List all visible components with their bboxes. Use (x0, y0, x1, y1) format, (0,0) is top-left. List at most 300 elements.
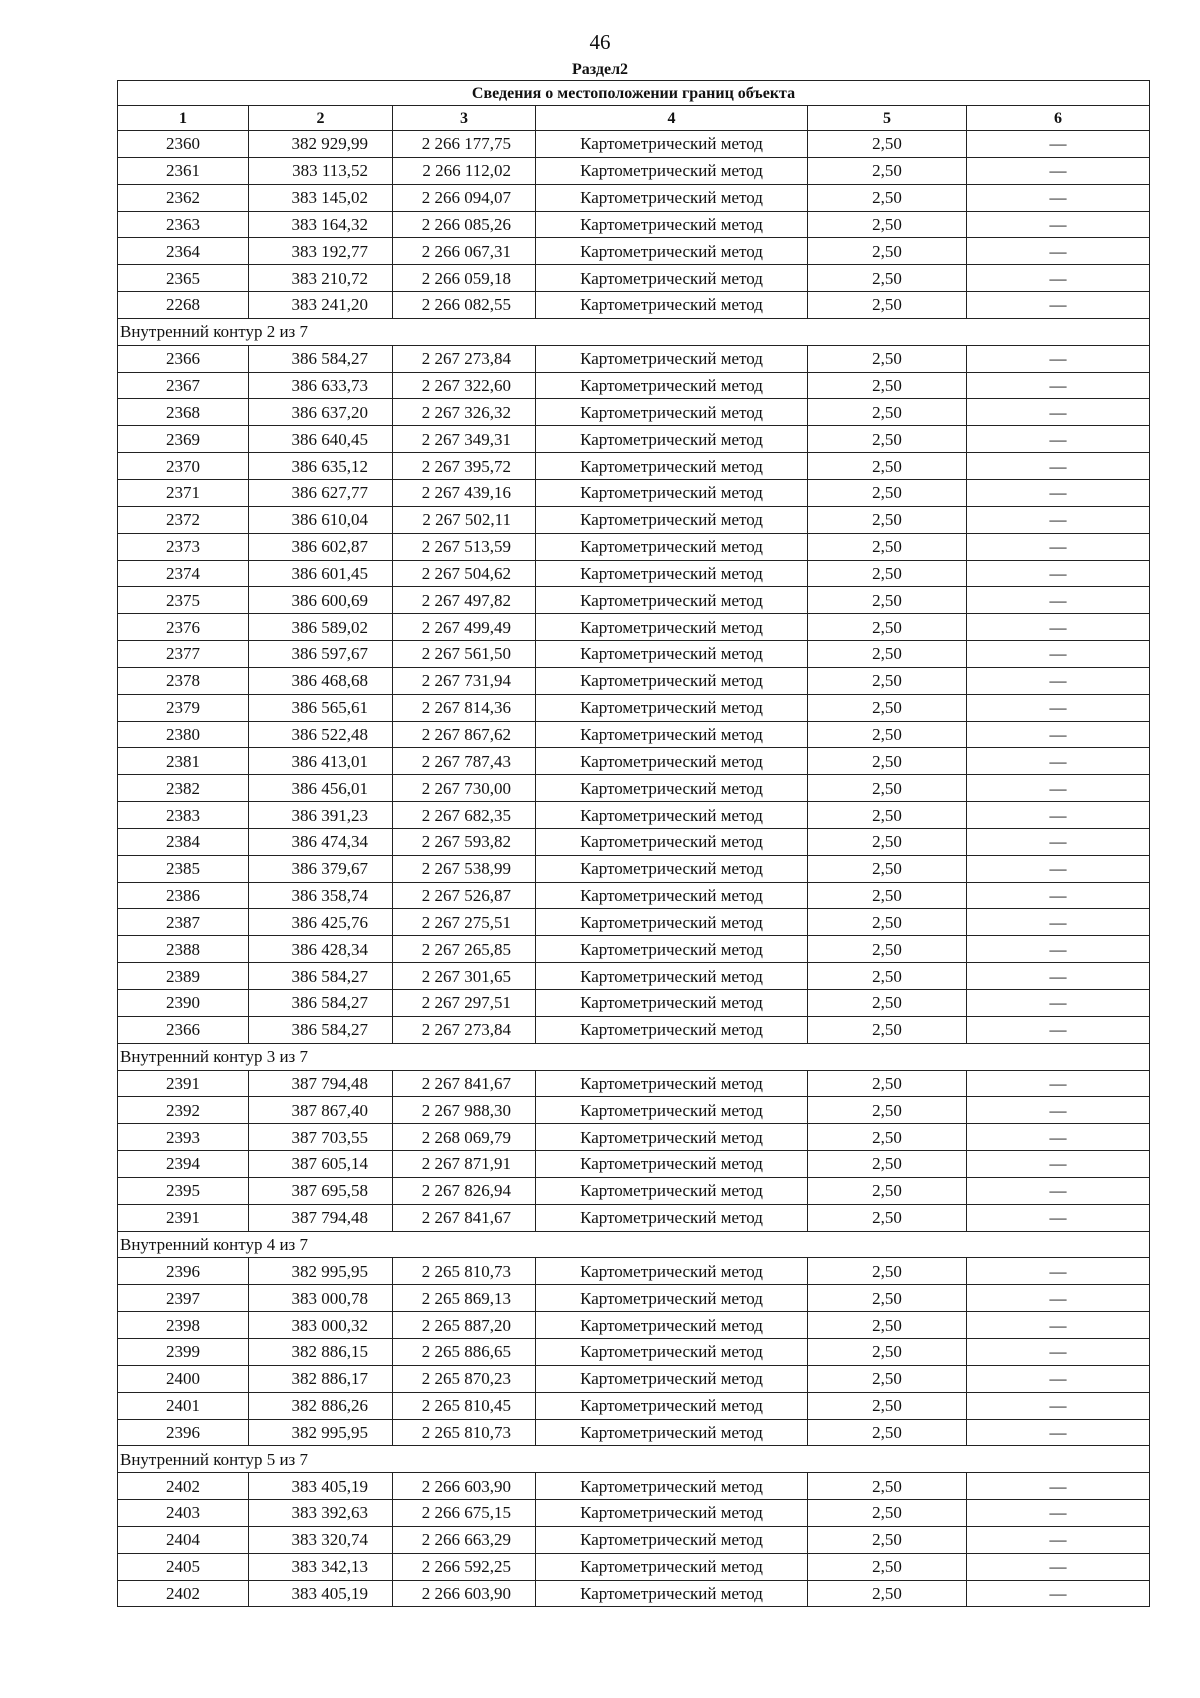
table-row (118, 1419, 1150, 1446)
method-cell: Картометрический метод (536, 1124, 808, 1151)
y-coordinate-cell: 2 267 273,84 (393, 345, 536, 372)
x-coordinate-cell: 382 886,17 (249, 1365, 393, 1392)
point-number-cell: 2392 (118, 1097, 249, 1124)
accuracy-cell: 2,50 (808, 828, 967, 855)
table-row (118, 721, 1150, 748)
x-coordinate-cell: 383 342,13 (249, 1553, 393, 1580)
accuracy-cell: 2,50 (808, 990, 967, 1017)
accuracy-cell: 2,50 (808, 292, 967, 319)
table-row (118, 560, 1150, 587)
table-row (118, 802, 1150, 829)
x-coordinate-cell: 382 886,26 (249, 1392, 393, 1419)
table-row (118, 775, 1150, 802)
accuracy-cell: 2,50 (808, 1204, 967, 1231)
note-cell: — (967, 479, 1150, 506)
column-number: 6 (967, 106, 1150, 131)
point-number-cell: 2268 (118, 292, 249, 319)
table-row (118, 694, 1150, 721)
method-cell: Картометрический метод (536, 1258, 808, 1285)
note-cell: — (967, 1285, 1150, 1312)
method-cell: Картометрический метод (536, 855, 808, 882)
table-row (118, 506, 1150, 533)
point-number-cell: 2389 (118, 963, 249, 990)
accuracy-cell: 2,50 (808, 453, 967, 480)
table-row (118, 667, 1150, 694)
accuracy-cell: 2,50 (808, 694, 967, 721)
method-cell: Картометрический метод (536, 936, 808, 963)
table-row (118, 1070, 1150, 1097)
note-cell: — (967, 614, 1150, 641)
y-coordinate-cell: 2 265 886,65 (393, 1338, 536, 1365)
note-cell: — (967, 1473, 1150, 1500)
table-row (118, 1553, 1150, 1580)
accuracy-cell: 2,50 (808, 1016, 967, 1043)
y-coordinate-cell: 2 266 663,29 (393, 1526, 536, 1553)
table-row (118, 963, 1150, 990)
table-row (118, 1124, 1150, 1151)
y-coordinate-cell: 2 265 810,45 (393, 1392, 536, 1419)
table-row (118, 1177, 1150, 1204)
accuracy-cell: 2,50 (808, 1473, 967, 1500)
point-number-cell: 2377 (118, 641, 249, 668)
table-row (118, 1097, 1150, 1124)
boundary-table (117, 80, 1150, 1607)
x-coordinate-cell: 386 601,45 (249, 560, 393, 587)
table-row (118, 855, 1150, 882)
x-coordinate-cell: 386 456,01 (249, 775, 393, 802)
accuracy-cell: 2,50 (808, 1285, 967, 1312)
point-number-cell: 2373 (118, 533, 249, 560)
note-cell: — (967, 828, 1150, 855)
note-cell: — (967, 1016, 1150, 1043)
accuracy-cell: 2,50 (808, 1338, 967, 1365)
point-number-cell: 2387 (118, 909, 249, 936)
x-coordinate-cell: 386 468,68 (249, 667, 393, 694)
method-cell: Картометрический метод (536, 453, 808, 480)
accuracy-cell: 2,50 (808, 345, 967, 372)
accuracy-cell: 2,50 (808, 131, 967, 158)
note-cell: — (967, 157, 1150, 184)
table-row (118, 1392, 1150, 1419)
point-number-cell: 2382 (118, 775, 249, 802)
table-row (118, 909, 1150, 936)
note-cell: — (967, 1258, 1150, 1285)
x-coordinate-cell: 386 589,02 (249, 614, 393, 641)
column-number: 4 (536, 106, 808, 131)
note-cell: — (967, 775, 1150, 802)
accuracy-cell: 2,50 (808, 211, 967, 238)
y-coordinate-cell: 2 266 067,31 (393, 238, 536, 265)
x-coordinate-cell: 386 610,04 (249, 506, 393, 533)
point-number-cell: 2361 (118, 157, 249, 184)
y-coordinate-cell: 2 267 871,91 (393, 1151, 536, 1178)
method-cell: Картометрический метод (536, 184, 808, 211)
column-number: 2 (249, 106, 393, 131)
y-coordinate-cell: 2 267 502,11 (393, 506, 536, 533)
y-coordinate-cell: 2 267 867,62 (393, 721, 536, 748)
point-number-cell: 2366 (118, 345, 249, 372)
table-row (118, 828, 1150, 855)
method-cell: Картометрический метод (536, 748, 808, 775)
accuracy-cell: 2,50 (808, 1392, 967, 1419)
method-cell: Картометрический метод (536, 157, 808, 184)
point-number-cell: 2370 (118, 453, 249, 480)
method-cell: Картометрический метод (536, 533, 808, 560)
x-coordinate-cell: 386 597,67 (249, 641, 393, 668)
point-number-cell: 2376 (118, 614, 249, 641)
table-row (118, 587, 1150, 614)
y-coordinate-cell: 2 267 841,67 (393, 1070, 536, 1097)
point-number-cell: 2372 (118, 506, 249, 533)
x-coordinate-cell: 382 929,99 (249, 131, 393, 158)
x-coordinate-cell: 383 241,20 (249, 292, 393, 319)
y-coordinate-cell: 2 266 059,18 (393, 265, 536, 292)
note-cell: — (967, 936, 1150, 963)
table-row (118, 936, 1150, 963)
x-coordinate-cell: 387 703,55 (249, 1124, 393, 1151)
y-coordinate-cell: 2 267 322,60 (393, 372, 536, 399)
note-cell: — (967, 238, 1150, 265)
y-coordinate-cell: 2 267 439,16 (393, 479, 536, 506)
note-cell: — (967, 802, 1150, 829)
note-cell: — (967, 131, 1150, 158)
y-coordinate-cell: 2 267 395,72 (393, 453, 536, 480)
accuracy-cell: 2,50 (808, 936, 967, 963)
y-coordinate-cell: 2 267 273,84 (393, 1016, 536, 1043)
method-cell: Картометрический метод (536, 1151, 808, 1178)
note-cell: — (967, 345, 1150, 372)
point-number-cell: 2379 (118, 694, 249, 721)
y-coordinate-cell: 2 265 869,13 (393, 1285, 536, 1312)
note-cell: — (967, 909, 1150, 936)
method-cell: Картометрический метод (536, 721, 808, 748)
contour-header-row (118, 1446, 1150, 1473)
point-number-cell: 2400 (118, 1365, 249, 1392)
x-coordinate-cell: 386 602,87 (249, 533, 393, 560)
accuracy-cell: 2,50 (808, 1151, 967, 1178)
x-coordinate-cell: 382 886,15 (249, 1338, 393, 1365)
table-row (118, 131, 1150, 158)
note-cell: — (967, 1500, 1150, 1527)
accuracy-cell: 2,50 (808, 748, 967, 775)
method-cell: Картометрический метод (536, 802, 808, 829)
table-row (118, 1312, 1150, 1339)
point-number-cell: 2402 (118, 1580, 249, 1607)
note-cell: — (967, 1553, 1150, 1580)
point-number-cell: 2369 (118, 426, 249, 453)
x-coordinate-cell: 383 000,32 (249, 1312, 393, 1339)
point-number-cell: 2391 (118, 1070, 249, 1097)
y-coordinate-cell: 2 267 682,35 (393, 802, 536, 829)
method-cell: Картометрический метод (536, 1177, 808, 1204)
x-coordinate-cell: 383 000,78 (249, 1285, 393, 1312)
x-coordinate-cell: 382 995,95 (249, 1419, 393, 1446)
accuracy-cell: 2,50 (808, 1553, 967, 1580)
method-cell: Картометрический метод (536, 426, 808, 453)
method-cell: Картометрический метод (536, 479, 808, 506)
accuracy-cell: 2,50 (808, 855, 967, 882)
method-cell: Картометрический метод (536, 372, 808, 399)
table-row (118, 1258, 1150, 1285)
table-row (118, 265, 1150, 292)
table-row (118, 157, 1150, 184)
point-number-cell: 2375 (118, 587, 249, 614)
x-coordinate-cell: 387 605,14 (249, 1151, 393, 1178)
accuracy-cell: 2,50 (808, 614, 967, 641)
x-coordinate-cell: 383 164,32 (249, 211, 393, 238)
x-coordinate-cell: 383 210,72 (249, 265, 393, 292)
note-cell: — (967, 990, 1150, 1017)
method-cell: Картометрический метод (536, 1580, 808, 1607)
point-number-cell: 2401 (118, 1392, 249, 1419)
accuracy-cell: 2,50 (808, 184, 967, 211)
table-row (118, 292, 1150, 319)
point-number-cell: 2391 (118, 1204, 249, 1231)
note-cell: — (967, 1124, 1150, 1151)
note-cell: — (967, 667, 1150, 694)
accuracy-cell: 2,50 (808, 1580, 967, 1607)
x-coordinate-cell: 386 413,01 (249, 748, 393, 775)
table-row (118, 1526, 1150, 1553)
method-cell: Картометрический метод (536, 667, 808, 694)
table-row (118, 399, 1150, 426)
x-coordinate-cell: 383 405,19 (249, 1473, 393, 1500)
y-coordinate-cell: 2 266 603,90 (393, 1473, 536, 1500)
note-cell: — (967, 560, 1150, 587)
method-cell: Картометрический метод (536, 345, 808, 372)
point-number-cell: 2395 (118, 1177, 249, 1204)
table-row (118, 1016, 1150, 1043)
y-coordinate-cell: 2 267 275,51 (393, 909, 536, 936)
table-row (118, 882, 1150, 909)
x-coordinate-cell: 387 695,58 (249, 1177, 393, 1204)
x-coordinate-cell: 386 635,12 (249, 453, 393, 480)
accuracy-cell: 2,50 (808, 372, 967, 399)
point-number-cell: 2396 (118, 1258, 249, 1285)
x-coordinate-cell: 386 522,48 (249, 721, 393, 748)
method-cell: Картометрический метод (536, 882, 808, 909)
y-coordinate-cell: 2 266 177,75 (393, 131, 536, 158)
accuracy-cell: 2,50 (808, 775, 967, 802)
x-coordinate-cell: 386 425,76 (249, 909, 393, 936)
y-coordinate-cell: 2 266 082,55 (393, 292, 536, 319)
method-cell: Картометрический метод (536, 1419, 808, 1446)
method-cell: Картометрический метод (536, 1365, 808, 1392)
method-cell: Картометрический метод (536, 1016, 808, 1043)
method-cell: Картометрический метод (536, 238, 808, 265)
y-coordinate-cell: 2 267 297,51 (393, 990, 536, 1017)
x-coordinate-cell: 387 794,48 (249, 1204, 393, 1231)
method-cell: Картометрический метод (536, 1500, 808, 1527)
x-coordinate-cell: 386 358,74 (249, 882, 393, 909)
point-number-cell: 2365 (118, 265, 249, 292)
note-cell: — (967, 1151, 1150, 1178)
x-coordinate-cell: 386 640,45 (249, 426, 393, 453)
column-number: 1 (118, 106, 249, 131)
method-cell: Картометрический метод (536, 1526, 808, 1553)
x-coordinate-cell: 383 145,02 (249, 184, 393, 211)
contour-header-row (118, 1043, 1150, 1070)
method-cell: Картометрический метод (536, 1312, 808, 1339)
section-title: Раздел2 (571, 61, 629, 78)
accuracy-cell: 2,50 (808, 157, 967, 184)
x-coordinate-cell: 387 794,48 (249, 1070, 393, 1097)
accuracy-cell: 2,50 (808, 238, 967, 265)
accuracy-cell: 2,50 (808, 533, 967, 560)
note-cell: — (967, 1580, 1150, 1607)
method-cell: Картометрический метод (536, 828, 808, 855)
table-row (118, 748, 1150, 775)
table-row (118, 533, 1150, 560)
y-coordinate-cell: 2 266 085,26 (393, 211, 536, 238)
point-number-cell: 2368 (118, 399, 249, 426)
point-number-cell: 2398 (118, 1312, 249, 1339)
accuracy-cell: 2,50 (808, 560, 967, 587)
table-header (118, 81, 1150, 131)
y-coordinate-cell: 2 266 112,02 (393, 157, 536, 184)
point-number-cell: 2384 (118, 828, 249, 855)
note-cell: — (967, 211, 1150, 238)
accuracy-cell: 2,50 (808, 1500, 967, 1527)
method-cell: Картометрический метод (536, 560, 808, 587)
note-cell: — (967, 641, 1150, 668)
column-number: 3 (393, 106, 536, 131)
y-coordinate-cell: 2 265 887,20 (393, 1312, 536, 1339)
table-row (118, 1338, 1150, 1365)
y-coordinate-cell: 2 268 069,79 (393, 1124, 536, 1151)
point-number-cell: 2381 (118, 748, 249, 775)
point-number-cell: 2403 (118, 1500, 249, 1527)
point-number-cell: 2385 (118, 855, 249, 882)
table-row (118, 211, 1150, 238)
table-row (118, 238, 1150, 265)
table-body (118, 131, 1150, 1607)
accuracy-cell: 2,50 (808, 1177, 967, 1204)
x-coordinate-cell: 386 637,20 (249, 399, 393, 426)
x-coordinate-cell: 386 584,27 (249, 345, 393, 372)
table-row (118, 1204, 1150, 1231)
method-cell: Картометрический метод (536, 1392, 808, 1419)
x-coordinate-cell: 386 584,27 (249, 990, 393, 1017)
table-caption: Сведения о местоположении границ объекта (118, 81, 1150, 106)
y-coordinate-cell: 2 267 593,82 (393, 828, 536, 855)
accuracy-cell: 2,50 (808, 667, 967, 694)
y-coordinate-cell: 2 267 504,62 (393, 560, 536, 587)
note-cell: — (967, 399, 1150, 426)
note-cell: — (967, 1177, 1150, 1204)
point-number-cell: 2396 (118, 1419, 249, 1446)
page-number: 46 (589, 30, 611, 54)
accuracy-cell: 2,50 (808, 1312, 967, 1339)
x-coordinate-cell: 386 391,23 (249, 802, 393, 829)
y-coordinate-cell: 2 267 538,99 (393, 855, 536, 882)
point-number-cell: 2393 (118, 1124, 249, 1151)
table-row (118, 1473, 1150, 1500)
y-coordinate-cell: 2 267 826,94 (393, 1177, 536, 1204)
method-cell: Картометрический метод (536, 211, 808, 238)
note-cell: — (967, 1392, 1150, 1419)
contour-label: Внутренний контур 2 из 7 (118, 318, 1150, 345)
note-cell: — (967, 963, 1150, 990)
point-number-cell: 2362 (118, 184, 249, 211)
accuracy-cell: 2,50 (808, 1070, 967, 1097)
y-coordinate-cell: 2 267 988,30 (393, 1097, 536, 1124)
table-row (118, 1365, 1150, 1392)
accuracy-cell: 2,50 (808, 721, 967, 748)
x-coordinate-cell: 386 428,34 (249, 936, 393, 963)
note-cell: — (967, 694, 1150, 721)
point-number-cell: 2399 (118, 1338, 249, 1365)
accuracy-cell: 2,50 (808, 1419, 967, 1446)
method-cell: Картометрический метод (536, 990, 808, 1017)
note-cell: — (967, 587, 1150, 614)
note-cell: — (967, 882, 1150, 909)
table-row (118, 1580, 1150, 1607)
table-row (118, 990, 1150, 1017)
y-coordinate-cell: 2 267 731,94 (393, 667, 536, 694)
note-cell: — (967, 855, 1150, 882)
method-cell: Картометрический метод (536, 1097, 808, 1124)
table-row (118, 1500, 1150, 1527)
method-cell: Картометрический метод (536, 614, 808, 641)
note-cell: — (967, 453, 1150, 480)
y-coordinate-cell: 2 265 810,73 (393, 1419, 536, 1446)
x-coordinate-cell: 383 405,19 (249, 1580, 393, 1607)
accuracy-cell: 2,50 (808, 802, 967, 829)
y-coordinate-cell: 2 266 094,07 (393, 184, 536, 211)
note-cell: — (967, 372, 1150, 399)
contour-label: Внутренний контур 3 из 7 (118, 1043, 1150, 1070)
method-cell: Картометрический метод (536, 1553, 808, 1580)
point-number-cell: 2402 (118, 1473, 249, 1500)
method-cell: Картометрический метод (536, 963, 808, 990)
y-coordinate-cell: 2 267 787,43 (393, 748, 536, 775)
column-number-row (118, 106, 1150, 131)
point-number-cell: 2378 (118, 667, 249, 694)
accuracy-cell: 2,50 (808, 1258, 967, 1285)
table-row (118, 184, 1150, 211)
note-cell: — (967, 721, 1150, 748)
table-row (118, 453, 1150, 480)
y-coordinate-cell: 2 267 497,82 (393, 587, 536, 614)
note-cell: — (967, 1097, 1150, 1124)
x-coordinate-cell: 386 584,27 (249, 1016, 393, 1043)
method-cell: Картометрический метод (536, 587, 808, 614)
point-number-cell: 2383 (118, 802, 249, 829)
note-cell: — (967, 184, 1150, 211)
note-cell: — (967, 1365, 1150, 1392)
y-coordinate-cell: 2 267 499,49 (393, 614, 536, 641)
table-row (118, 1151, 1150, 1178)
x-coordinate-cell: 383 320,74 (249, 1526, 393, 1553)
table-row (118, 479, 1150, 506)
point-number-cell: 2397 (118, 1285, 249, 1312)
point-number-cell: 2374 (118, 560, 249, 587)
y-coordinate-cell: 2 267 513,59 (393, 533, 536, 560)
note-cell: — (967, 506, 1150, 533)
note-cell: — (967, 1526, 1150, 1553)
y-coordinate-cell: 2 267 730,00 (393, 775, 536, 802)
method-cell: Картометрический метод (536, 292, 808, 319)
x-coordinate-cell: 386 584,27 (249, 963, 393, 990)
note-cell: — (967, 533, 1150, 560)
table-row (118, 372, 1150, 399)
method-cell: Картометрический метод (536, 1070, 808, 1097)
y-coordinate-cell: 2 267 814,36 (393, 694, 536, 721)
y-coordinate-cell: 2 267 326,32 (393, 399, 536, 426)
point-number-cell: 2386 (118, 882, 249, 909)
method-cell: Картометрический метод (536, 694, 808, 721)
